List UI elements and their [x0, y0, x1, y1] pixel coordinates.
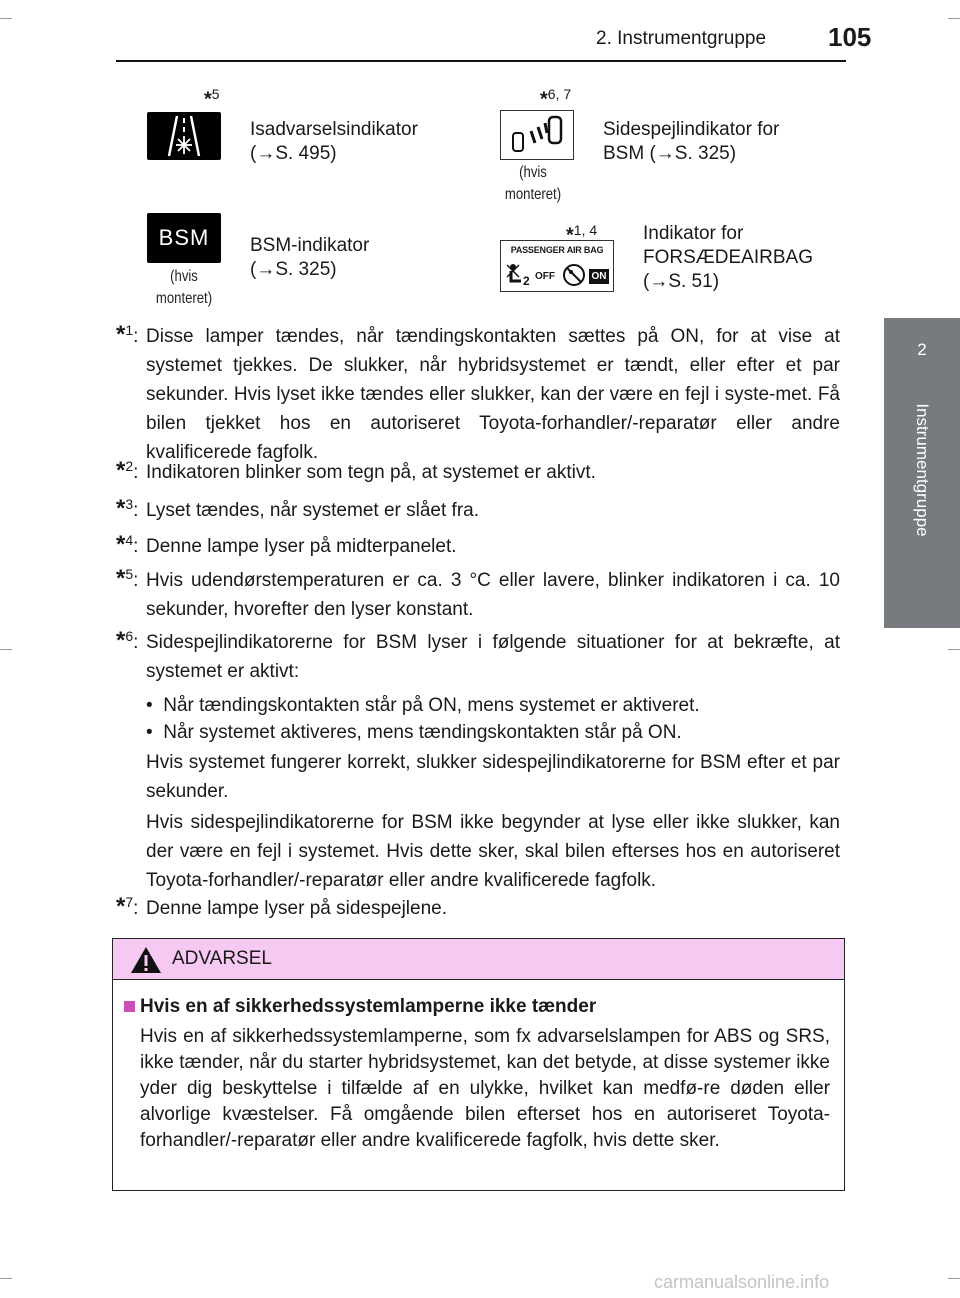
- warning-body: Hvis en af sikkerhedssystemlamperne, som fx advarselslampen for ABS og SRS, ikke tænder, når du starter hybridsystemet, kan det betyde, at disse systemer ikke yder dig beskyttelse i tilfælde af en ulykke, hvilket kan medfø-re døden eller alvorlige kvæstelser. Få omgående bilen efterset hos en autoriseret Toyota-forhandler/-reparatør eller andre kvalificerede fagfolk, hvis dette sker.: [140, 1026, 830, 1151]
- indicator-description: Sidespejlindikator for BSM (→S. 325): [603, 119, 780, 164]
- crop-mark: [948, 1278, 960, 1279]
- warning-triangle-icon: [130, 946, 162, 974]
- bullet-list: [146, 692, 846, 746]
- footnote-1: *$^1$: Disse lamper tændes, når tændingskontakten sættes på ON, for at vise at systemet tjekkes. De slukker, når hybridsystemet er tændt, eller efter et par sekunder. Hvis lyset ikke tændes eller slukker, kan der være en fejl i syste-met. Få bilen tjekket hos en autoriseret Toyota-forhandler/-reparatør eller andre kvalificerede fagfolk.: [116, 321, 840, 463]
- footnote-6: *$^6$: Sidespejlindikatorerne for BSM lyser i følgende situationer for at bekræfte, at systemet er aktivt:: [116, 627, 840, 682]
- crop-mark: [948, 649, 960, 650]
- indicator-description: Isadvarselsindikator (→S. 495): [250, 119, 418, 164]
- chapter-number: 2: [917, 340, 927, 359]
- crop-mark: [948, 18, 960, 19]
- footnote-7: *$^7$: Denne lampe lyser på sidespejlene.: [116, 893, 448, 920]
- optional-caption: (hvis monteret): [504, 164, 562, 203]
- list-item: • Når tændingskontakten står på ON, mens systemet er aktiveret.: [146, 695, 700, 716]
- footnote-ref: *1, 4: [566, 222, 598, 247]
- paragraph: Hvis sidespejlindikatorerne for BSM ikke begynder at lyse eller ikke slukker, kan der være en fejl i systemet. Hvis dette sker, skal bilen efterses hos en autoriseret Toyota-forhandler/-reparatør eller andre kvalificerede fagfolk.: [146, 812, 840, 891]
- header-divider: [116, 60, 846, 62]
- crop-mark: [0, 18, 12, 19]
- side-mirror-bsm-icon: [500, 110, 574, 160]
- ice-warning-icon: [147, 112, 221, 160]
- page-number: 105: [828, 22, 872, 52]
- footnote-ref: *6, 7: [540, 86, 572, 111]
- paragraph: Hvis systemet fungerer korrekt, slukker sidespejlindikatorerne for BSM efter et par sekunder.: [146, 752, 840, 802]
- warning-heading: Hvis en af sikkerhedssystemlamperne ikke tænder: [124, 996, 596, 1018]
- footnote-2: *$^2$: Indikatoren blinker som tegn på, at systemet er aktivt.: [116, 457, 596, 484]
- svg-text:2: 2: [523, 274, 530, 287]
- list-item: • Når systemet aktiveres, mens tændingskontakten står på ON.: [146, 722, 682, 743]
- footnote-ref: *5: [204, 86, 220, 111]
- crop-mark: [0, 1278, 12, 1279]
- footnote-5: *$^5$: Hvis udendørstemperaturen er ca. 3 °C eller lavere, blinker indikatoren i ca. 10 sekunder, hvorefter den lyser konstant.: [116, 565, 840, 620]
- warning-title: ADVARSEL: [172, 948, 272, 969]
- indicator-description: Indikator for FORSÆDEAIRBAG (→S. 51): [643, 223, 813, 292]
- section-title: 2. Instrumentgruppe: [596, 28, 767, 49]
- watermark: carmanualsonline.info: [654, 1272, 830, 1292]
- passenger-airbag-icon: PASSENGER AIR BAG 2 OFF ON: [500, 240, 614, 292]
- square-bullet-icon: [124, 1001, 135, 1012]
- bsm-icon: BSM: [147, 213, 221, 263]
- footnote-3: *$^3$: Lyset tændes, når systemet er slået fra.: [116, 495, 479, 522]
- chapter-label: Instrumentgruppe: [913, 403, 932, 537]
- crop-mark: [0, 649, 12, 650]
- optional-caption: (hvis monteret): [155, 268, 213, 307]
- indicator-description: BSM-indikator (→S. 325): [250, 235, 370, 280]
- footnote-4: *$^4$: Denne lampe lyser på midterpanelet.: [116, 531, 457, 558]
